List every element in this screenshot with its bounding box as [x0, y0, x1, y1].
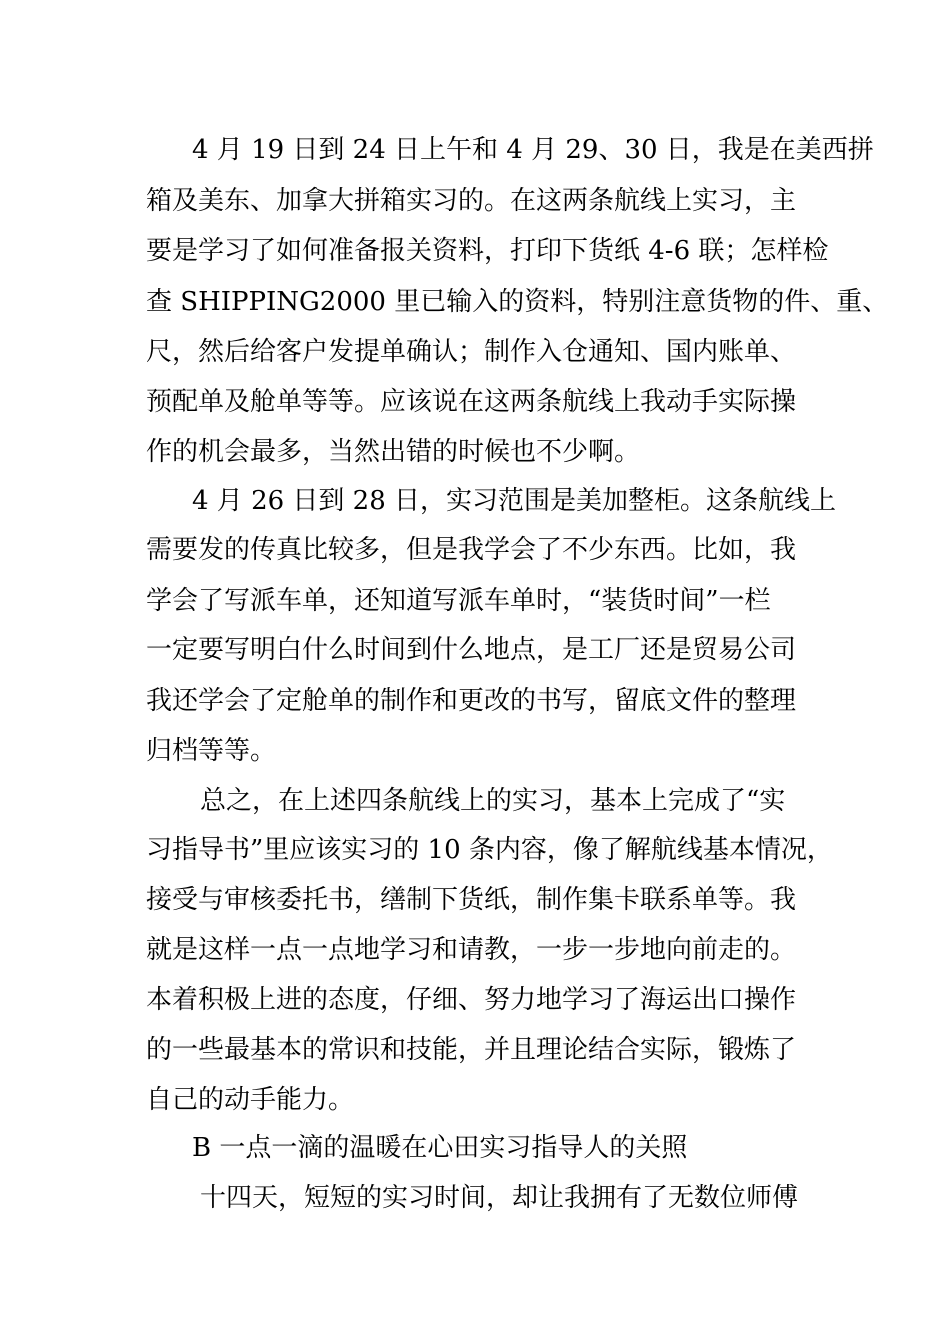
paragraph-2-line-4: 一定要写明白什么时间到什么地点，是工厂还是贸易公司	[146, 635, 797, 665]
paragraph-3-line-5: 本着积极上进的态度，仔细、努力地学习了海运出口操作	[146, 985, 797, 1015]
paragraph-3-line-4: 就是这样一点一点地学习和请教，一步一步地向前走的。	[146, 935, 797, 965]
paragraph-2-line-5: 我还学会了定舱单的制作和更改的书写，留底文件的整理	[146, 686, 797, 716]
paragraph-2-line-2: 需要发的传真比较多，但是我学会了不少东西。比如，我	[146, 535, 797, 565]
paragraph-3-line-6: 的一些最基本的常识和技能，并且理论结合实际，锻炼了	[146, 1035, 797, 1065]
paragraph-1-line-6: 预配单及舱单等等。应该说在这两条航线上我动手实际操	[146, 387, 797, 417]
paragraph-1-line-7: 作的机会最多，当然出错的时候也不少啊。	[146, 437, 641, 467]
paragraph-3-line-7: 自己的动手能力。	[146, 1085, 355, 1115]
paragraph-2-line-3: 学会了写派车单，还知道写派车单时，“装货时间”一栏	[146, 586, 771, 616]
paragraph-1-line-2: 箱及美东、加拿大拼箱实习的。在这两条航线上实习，主	[146, 186, 797, 216]
paragraph-1-line-3: 要是学习了如何准备报关资料，打印下货纸 4-6 联；怎样检	[146, 236, 829, 266]
paragraph-3-line-1: 总之，在上述四条航线上的实习，基本上完成了“实	[200, 786, 786, 816]
paragraph-3-line-3: 接受与审核委托书，缮制下货纸，制作集卡联系单等。我	[146, 885, 797, 915]
section-heading: B 一点一滴的温暖在心田实习指导人的关照	[192, 1133, 688, 1163]
paragraph-1-line-4: 查 SHIPPING2000 里已输入的资料，特别注意货物的件、重、	[146, 287, 889, 317]
paragraph-5-line-1: 十四天，短短的实习时间，却让我拥有了无数位师傅	[200, 1183, 799, 1213]
paragraph-2-line-1: 4 月 26 日到 28 日，实习范围是美加整柜。这条航线上	[192, 486, 837, 516]
paragraph-2-line-6: 归档等等。	[146, 736, 277, 766]
paragraph-1-line-1: 4 月 19 日到 24 日上午和 4 月 29、30 日，我是在美西拼	[192, 135, 874, 165]
paragraph-1-line-5: 尺，然后给客户发提单确认；制作入仓通知、国内账单、	[146, 337, 797, 367]
paragraph-3-line-2: 习指导书”里应该实习的 10 条内容，像了解航线基本情况，	[146, 835, 833, 865]
